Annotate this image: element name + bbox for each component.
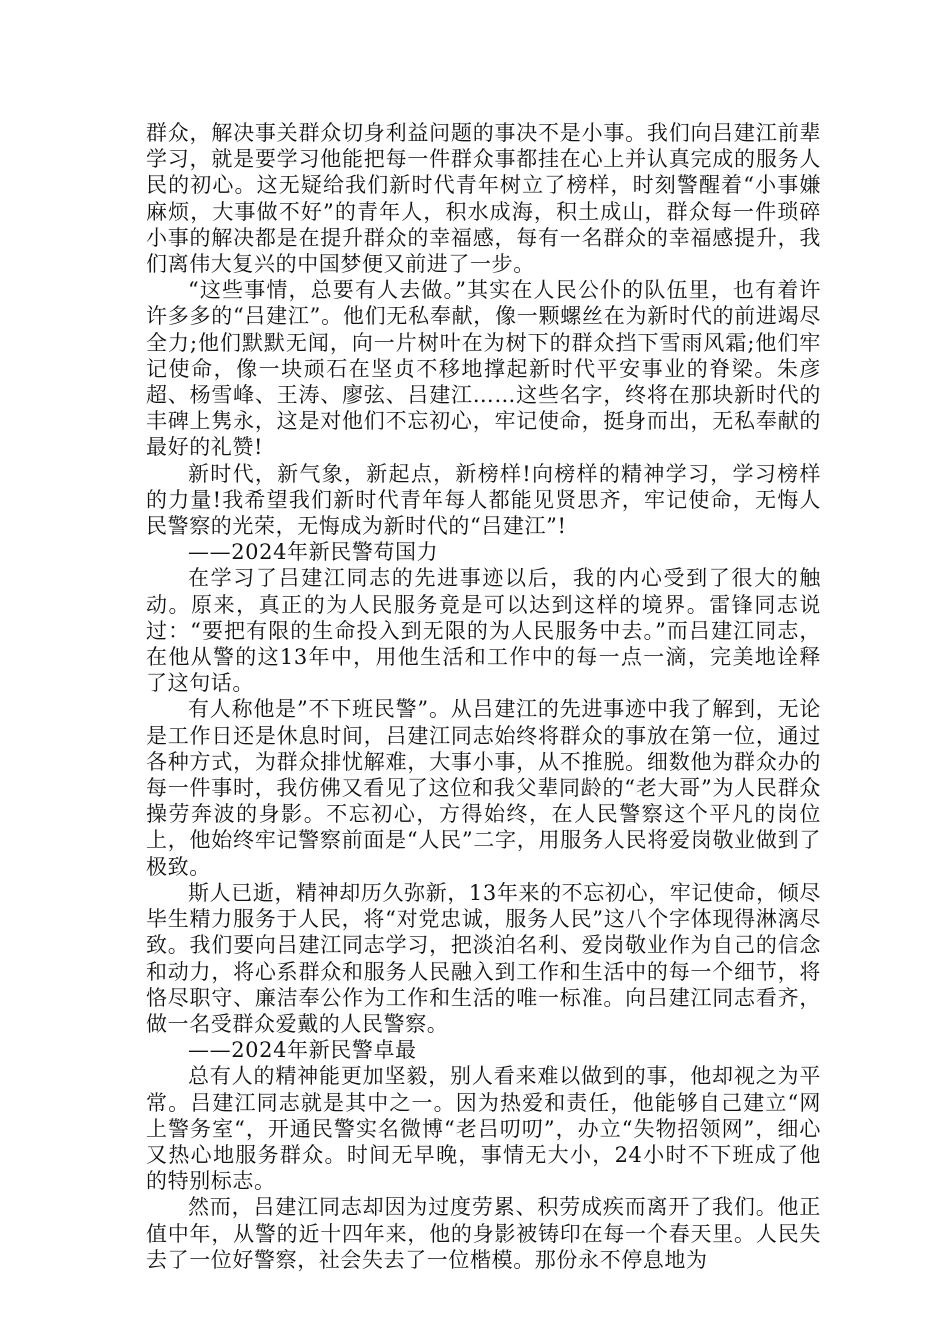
paragraph-7: 总有人的精神能更加坚毅，别人看来难以做到的事，他却视之为平常。吕建江同志就是其中之一。因为热爱和责任，他能够自己建立“网上警务室“，开通民警实名微博“老吕叨叨”，办立“失物招领网”，细心又热心地服务群众。时间无早晚，事情无大小，24小时不下班成了他的特别标志。 [146, 1064, 821, 1194]
paragraph-6: 斯人已逝，精神却历久弥新，13年来的不忘初心，牢记使命，倾尽毕生精力服务于人民，将“对党忠诚，服务人民”这八个字体现得淋漓尽致。我们要向吕建江同志学习，把淡泊名利、爱岗敬业作为自己的信念和动力，将心系群众和服务人民融入到工作和生活中的每一个细节，将恪尽职守、廉洁奉公作为工作和生活的唯一标准。向吕建江同志看齐，做一名受群众爱戴的人民警察。 [146, 880, 821, 1036]
document-body [146, 120, 821, 1273]
signature-1: ——2024年新民警苟国力 [188, 540, 439, 565]
paragraph-1: 群众，解决事关群众切身利益问题的事决不是小事。我们向吕建江前辈学习，就是要学习他能把每一件群众事都挂在心上并认真完成的服务人民的初心。这无疑给我们新时代青年树立了榜样，时刻警醒着“小事嫌麻烦，大事做不好”的青年人，积水成海，积土成山，群众每一件琐碎小事的解决都是在提升群众的幸福感，每有一名群众的幸福感提升，我们离伟大复兴的中国梦便又前进了一步。 [146, 121, 821, 277]
signature-2: ——2024年新民警卓最 [188, 1038, 417, 1063]
paragraph-3: 新时代，新气象，新起点，新榜样!向榜样的精神学习，学习榜样的力量!我希望我们新时代青年每人都能见贤思齐，牢记使命，无悔人民警察的光荣，无悔成为新时代的“吕建江”! [146, 461, 821, 539]
paragraph-4: 在学习了吕建江同志的先进事迹以后，我的内心受到了很大的触动。原来，真正的为人民服务竟是可以达到这样的境界。雷锋同志说过：“要把有限的生命投入到无限的为人民服务中去。”而吕建江同志，在他从警的这13年中，用他生活和工作中的每一点一滴，完美地诠释了这句话。 [146, 566, 821, 696]
paragraph-5: 有人称他是”不下班民警”。从吕建江的先进事迹中我了解到，无论是工作日还是休息时间，吕建江同志始终将群众的事放在第一位，通过各种方式，为群众排忧解难，大事小事，从不推脱。细数他为群众办的每一件事时，我仿佛又看见了这位和我父辈同龄的“老大哥”为人民群众操劳奔波的身影。不忘初心，方得始终，在人民警察这个平凡的岗位上，他始终牢记警察前面是“人民”二字，用服务人民将爱岗敬业做到了极致。 [146, 697, 821, 879]
paragraph-2: “这些事情，总要有人去做。”其实在人民公仆的队伍里，也有着许许多多的“吕建江”。他们无私奉献，像一颗螺丝在为新时代的前进竭尽全力;他们默默无闻，向一片树叶在为树下的群众挡下雪雨风霜;他们牢记使命，像一块顽石在坚贞不移地撑起新时代平安事业的脊梁。朱彦超、杨雪峰、王涛、廖弦、吕建江……这些名字，终将在那块新时代的丰碑上隽永，这是对他们不忘初心，牢记使命，挺身而出，无私奉献的最好的礼赞! [146, 278, 821, 460]
paragraph-8: 然而，吕建江同志却因为过度劳累、积劳成疾而离开了我们。他正值中年，从警的近十四年来，他的身影被铸印在每一个春天里。人民失去了一位好警察，社会失去了一位楷模。那份永不停息地为 [146, 1195, 821, 1272]
